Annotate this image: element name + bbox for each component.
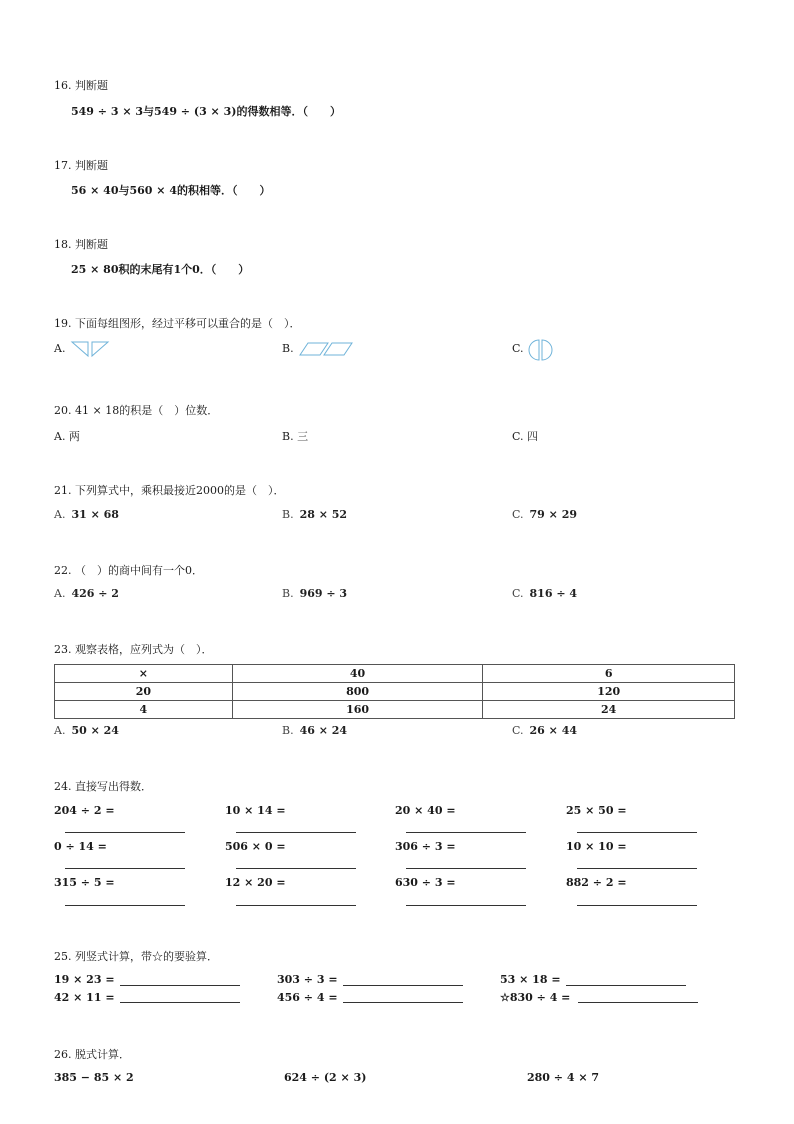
option-label: C.: [512, 508, 524, 521]
answer-line[interactable]: [120, 985, 240, 986]
q26-item: 624 ÷ (2 × 3): [284, 1071, 367, 1084]
table-cell: 40: [232, 665, 483, 683]
q20-option-b: B. 三: [282, 430, 309, 443]
q24-item: 0 ÷ 14 =: [54, 840, 107, 853]
q24-item: 204 ÷ 2 =: [54, 804, 115, 817]
q25-item: 456 ÷ 4 =: [277, 991, 338, 1004]
answer-line[interactable]: [343, 1002, 463, 1003]
option-expression: 28 × 52: [299, 508, 348, 521]
option-expression: 26 × 44: [529, 724, 578, 737]
table-cell: 20: [55, 683, 233, 701]
table-cell: 4: [55, 701, 233, 719]
q23-option-b: [282, 724, 347, 737]
q24-item: 315 ÷ 5 =: [54, 876, 115, 889]
answer-line[interactable]: [120, 1002, 240, 1003]
q19-option-a-triangles-icon: [70, 340, 112, 358]
q23-multiplication-table: [54, 664, 735, 719]
q25-item: 19 × 23 =: [54, 973, 115, 986]
answer-line[interactable]: [406, 905, 526, 906]
answer-line[interactable]: [236, 905, 356, 906]
option-expression: 46 × 24: [299, 724, 348, 737]
option-expression: 31 × 68: [71, 508, 119, 521]
answer-line[interactable]: [236, 832, 356, 833]
q25-title: 25. 列竖式计算，带☆的要验算．: [54, 950, 218, 963]
answer-line[interactable]: [566, 985, 686, 986]
q25-item: 53 × 18 =: [500, 973, 561, 986]
answer-line[interactable]: [65, 832, 185, 833]
q17-statement: 56 × 40与560 × 4的积相等．（ ）: [71, 184, 271, 197]
option-label: C.: [512, 587, 524, 600]
q24-item: 506 × 0 =: [225, 840, 286, 853]
q24-item: 20 × 40 =: [395, 804, 456, 817]
option-expression: 50 × 24: [71, 724, 119, 737]
option-label: A.: [54, 508, 66, 521]
q24-item: 12 × 20 =: [225, 876, 286, 889]
table-row: [55, 665, 735, 683]
option-expression: 816 ÷ 4: [529, 587, 578, 600]
q22-option-c: [512, 587, 577, 600]
q25-item: 303 ÷ 3 =: [277, 973, 338, 986]
q16-title: 16. 判断题: [54, 79, 108, 92]
answer-line[interactable]: [406, 868, 526, 869]
answer-line[interactable]: [65, 905, 185, 906]
q24-item: 10 × 10 =: [566, 840, 627, 853]
q22-option-b: [282, 587, 347, 600]
option-label: B.: [282, 587, 294, 600]
q25-item: 42 × 11 =: [54, 991, 115, 1004]
table-cell: 160: [232, 701, 483, 719]
q21-option-a: [54, 508, 119, 521]
answer-line[interactable]: [577, 832, 697, 833]
q19-option-c-label: C.: [512, 342, 524, 355]
q24-item: 882 ÷ 2 =: [566, 876, 627, 889]
q19-option-c-semicircles-icon: [528, 338, 554, 362]
q18-title: 18. 判断题: [54, 238, 108, 251]
q20-title: 20. 41 × 18的积是（ ）位数．: [54, 404, 219, 417]
table-cell: 800: [232, 683, 483, 701]
q16-statement: 549 ÷ 3 × 3与549 ÷ (3 × 3)的得数相等．（ ）: [71, 105, 341, 118]
q21-option-c: [512, 508, 577, 521]
table-row: [55, 701, 735, 719]
q17-title: 17. 判断题: [54, 159, 108, 172]
q25-item: ☆830 ÷ 4 =: [500, 991, 571, 1004]
q19-title: 19. 下面每组图形，经过平移可以重合的是（ ）．: [54, 317, 301, 330]
table-cell: 24: [483, 701, 735, 719]
table-cell: ×: [55, 665, 233, 683]
q20-option-a: A. 两: [54, 430, 80, 443]
q23-title: 23. 观察表格，应列式为（ ）．: [54, 643, 213, 656]
q24-title: 24. 直接写出得数．: [54, 780, 152, 793]
q20-option-c: C. 四: [512, 430, 539, 443]
option-label: A.: [54, 587, 66, 600]
answer-line[interactable]: [577, 905, 697, 906]
option-label: B.: [282, 724, 294, 737]
option-expression: 426 ÷ 2: [71, 587, 119, 600]
answer-line[interactable]: [578, 1002, 698, 1003]
q23-option-a: [54, 724, 119, 737]
option-label: C.: [512, 724, 524, 737]
answer-line[interactable]: [577, 868, 697, 869]
q23-option-c: [512, 724, 577, 737]
answer-line[interactable]: [236, 868, 356, 869]
q26-item: 385 − 85 × 2: [54, 1071, 134, 1084]
q26-title: 26. 脱式计算．: [54, 1048, 130, 1061]
q18-statement: 25 × 80积的末尾有1个0．（ ）: [71, 263, 250, 276]
q19-option-a-label: A.: [54, 342, 66, 355]
q21-option-b: [282, 508, 347, 521]
q22-option-a: [54, 587, 119, 600]
q24-item: 25 × 50 =: [566, 804, 627, 817]
table-row: [55, 683, 735, 701]
answer-line[interactable]: [406, 832, 526, 833]
q24-item: 306 ÷ 3 =: [395, 840, 456, 853]
table-cell: 6: [483, 665, 735, 683]
option-expression: 79 × 29: [529, 508, 578, 521]
q19-option-b-parallelograms-icon: [298, 340, 356, 358]
option-expression: 969 ÷ 3: [299, 587, 348, 600]
option-label: A.: [54, 724, 66, 737]
q19-option-b-label: B.: [282, 342, 294, 355]
option-label: B.: [282, 508, 294, 521]
q22-title: 22. （ ）的商中间有一个0．: [54, 564, 203, 577]
table-cell: 120: [483, 683, 735, 701]
q24-item: 10 × 14 =: [225, 804, 286, 817]
answer-line[interactable]: [65, 868, 185, 869]
q26-item: 280 ÷ 4 × 7: [527, 1071, 600, 1084]
q21-title: 21. 下列算式中，乘积最接近2000的是（ ）．: [54, 484, 285, 497]
q24-item: 630 ÷ 3 =: [395, 876, 456, 889]
answer-line[interactable]: [343, 985, 463, 986]
